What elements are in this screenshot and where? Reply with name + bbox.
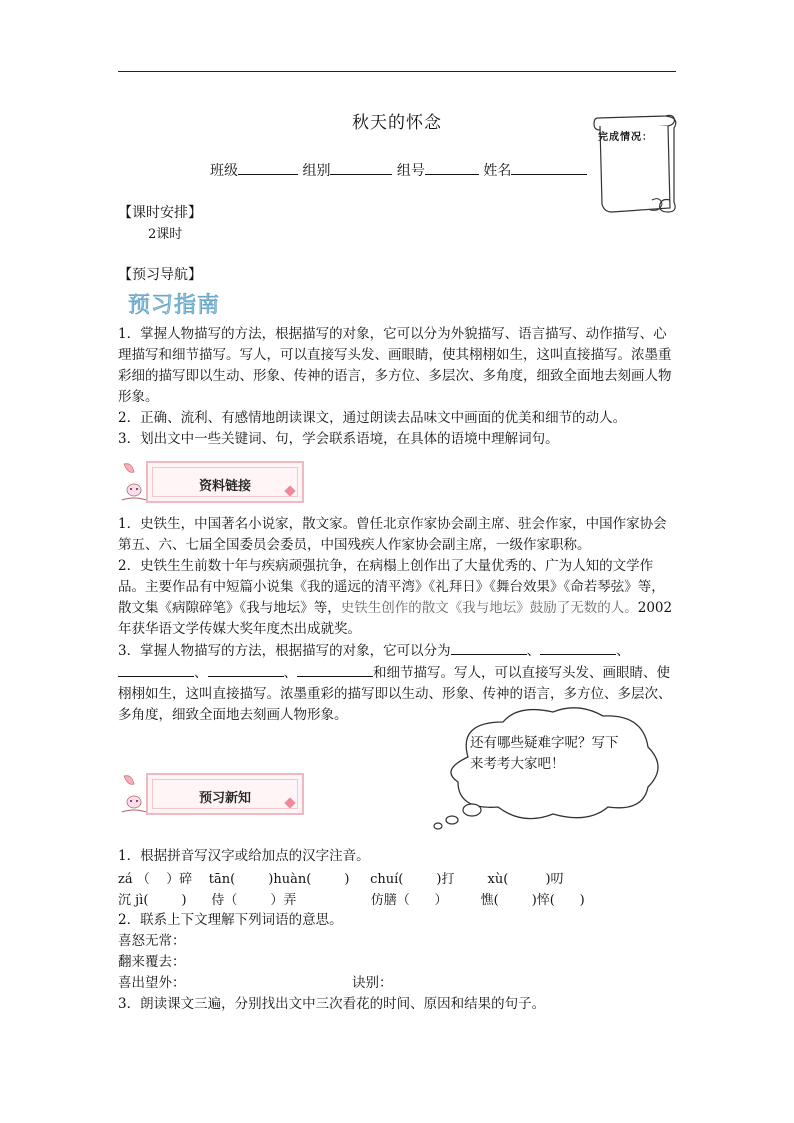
- materials-banner: [146, 461, 304, 503]
- lesson-schedule-heading: 【课时安排】: [118, 205, 202, 221]
- completion-label: 完成情况：: [598, 132, 653, 143]
- preview-guide-list: [118, 324, 674, 450]
- page-title: 秋天的怀念: [352, 113, 442, 133]
- field-name-blank[interactable]: [511, 160, 587, 175]
- pinyin-row-1[interactable]: zá （ ）碎 tān( )huàn( ) chuí( )打 xù( )叨: [118, 872, 564, 887]
- materials-item-2-main: 2．史铁生生前数十年与疾病顽强抗争，在病榻上创作出了大量优秀的、广为人知的文学作品。主要作品有中短篇小说集《我的遥远的清平湾》《礼拜日》《舞台效果》《命若琴弦》等，散文集《病隙碎笔》《我与地坛》等，: [118, 558, 665, 616]
- preview-new-banner-label: 预习新知: [198, 791, 251, 806]
- materials-item-1: 1．史铁生，中国著名小说家，散文家。曾任北京作家协会副主席、驻会作家，中国作家协会第五、六、七届全国委员会委员，中国残疾人作家协会副主席，一级作家职称。: [118, 516, 667, 553]
- field-class-blank[interactable]: [238, 160, 298, 175]
- thought-cloud-text: 还有哪些疑难字呢？写下来考考大家吧！: [470, 735, 619, 772]
- field-name-label: 姓名: [483, 163, 512, 179]
- term-1: 喜怒无常：: [118, 933, 186, 949]
- preview-new-q2: 2．联系上下文理解下列词语的意思。: [118, 912, 343, 928]
- field-group-label: 组别: [302, 163, 331, 179]
- materials-item-2: [118, 556, 674, 640]
- student-info-line: [210, 160, 587, 180]
- preview-guide-item-1: 1．掌握人物描写的方法，根据描写的对象，它可以分为外貌描写、语言描写、动作描写、心理描写和细节描写。写人，可以直接写头发、画眼睛，使其栩栩如生，这叫直接描写。浓墨重彩细的描写即以生动、形象、传神的语言，多方位、多层次、多角度，细致全面地去刻画人物形象。: [118, 326, 672, 405]
- answer-blank-3[interactable]: [118, 662, 194, 677]
- answer-blank-4[interactable]: [208, 662, 284, 677]
- preview-guide-item-2: 2．正确、流利、有感情地朗读课文，通过朗读去品味文中画面的优美和细节的动人。: [118, 410, 627, 426]
- preview-guide-item-3: 3．划出文中一些关键词、句，学会联系语境，在具体的语境中理解词句。: [118, 431, 559, 447]
- pinyin-row-2[interactable]: 沉 jì( ) 侍（ ）弄 仿膳（ ） 憔( )悴( ): [118, 893, 585, 908]
- preview-guide-wordart: 预习指南: [128, 293, 221, 318]
- term-2: 翻来覆去：: [118, 954, 186, 970]
- term-4: 诀别：: [352, 975, 393, 991]
- preview-new-q1: 1．根据拼音写汉字或给加点的汉字注音。: [118, 848, 370, 864]
- field-class-label: 班级: [210, 163, 238, 179]
- preview-new-q3: 3．朗读课文三遍，分别找出文中三次看花的时间、原因和结果的句子。: [118, 996, 546, 1012]
- answer-blank-1[interactable]: [451, 640, 527, 655]
- term-3: 喜出望外：: [118, 975, 186, 991]
- materials-item-2-award: 2002年获华语文学传媒大奖年度杰出成就奖。: [118, 600, 673, 637]
- materials-list: [118, 514, 674, 726]
- lesson-schedule-value: 2课时: [148, 227, 183, 242]
- materials-item-2-note: 史铁生创作的散文《我与地坛》鼓励了无数的人。: [340, 600, 638, 616]
- field-group-blank[interactable]: [330, 160, 392, 175]
- materials-item-3: 3．掌握人物描写的方法，根据描写的对象，它可以分为 、 、、 、 和细节描写。写人，可以直接写头发、画眼睛、使栩栩如生，这叫直接描写。浓墨重彩的描写即以生动、形象、传神的语言，多方位、多层次、多角度，细致全面地去刻画人物形象。: [118, 640, 674, 726]
- preview-guide-heading: 【预习导航】: [118, 267, 202, 283]
- answer-blank-2[interactable]: [540, 640, 616, 655]
- preview-new-banner: [146, 773, 304, 815]
- field-number-label: 组号: [396, 163, 425, 179]
- materials-banner-label: 资料链接: [198, 479, 251, 494]
- answer-blank-5[interactable]: [297, 662, 373, 677]
- header-rule: [118, 71, 676, 72]
- field-number-blank[interactable]: [425, 160, 479, 175]
